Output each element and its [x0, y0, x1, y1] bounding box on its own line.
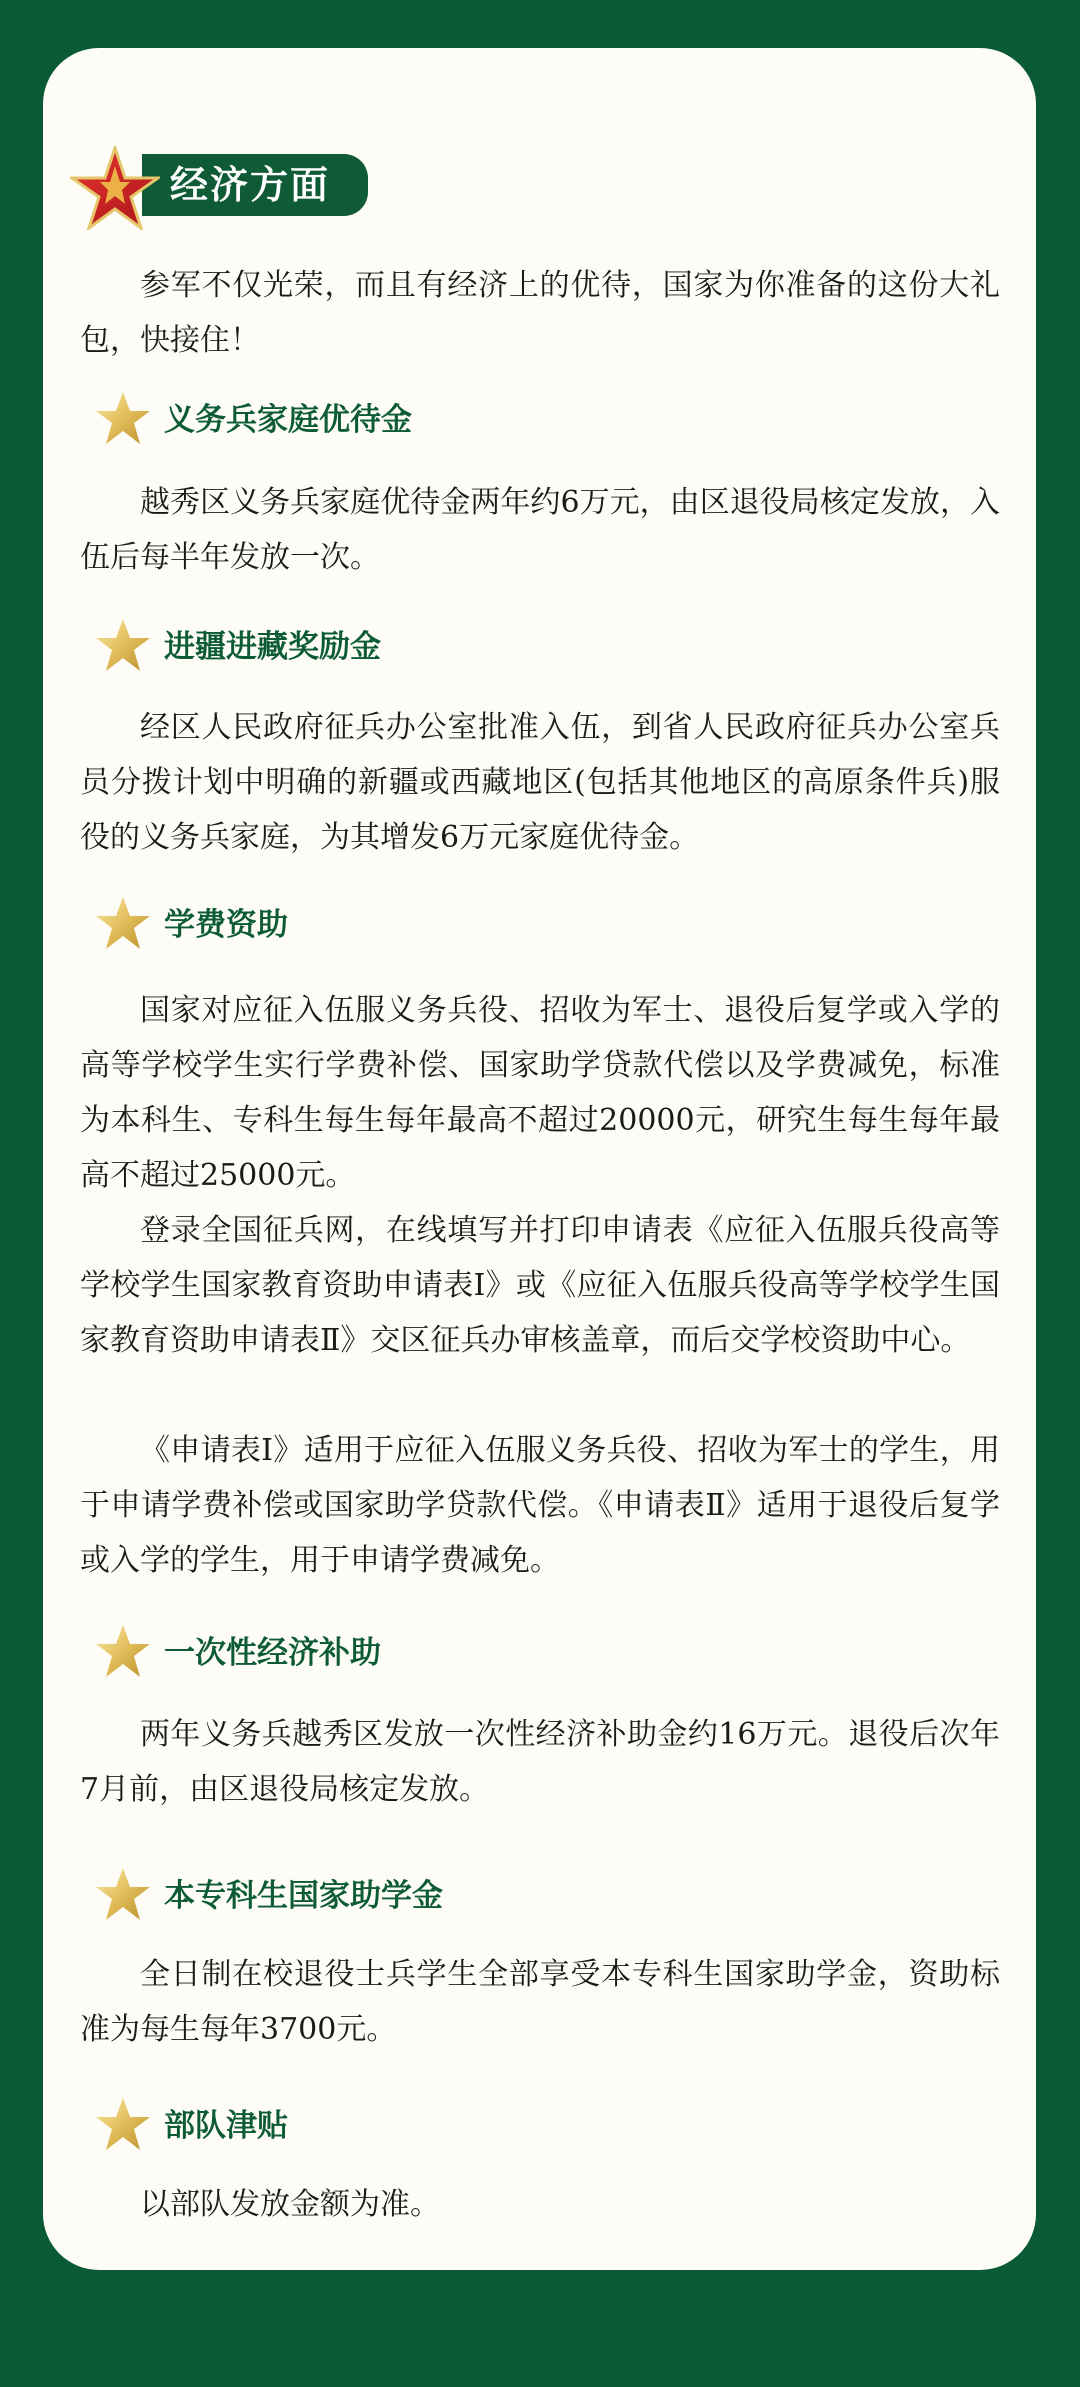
section-paragraph: 《申请表Ⅰ》适用于应征入伍服义务兵役、招收为军士的学生，用于申请学费补偿或国家助学贷款代偿。《申请表Ⅱ》适用于退役后复学或入学的学生，用于申请学费减免。	[80, 1433, 1000, 1578]
section-label: 一次性经济补助	[164, 1635, 381, 1671]
gold-star-icon	[94, 617, 152, 675]
gold-star-icon	[94, 1623, 152, 1681]
section-paragraph: 两年义务兵越秀区发放一次性经济补助金约16万元。退役后次年7月前，由区退役局核定发放。	[80, 1717, 1000, 1807]
section-label: 进疆进藏奖励金	[164, 629, 381, 665]
section-paragraph: 经区人民政府征兵办公室批准入伍，到省人民政府征兵办公室兵员分拨计划中明确的新疆或西藏地区(包括其他地区的高原条件兵)服役的义务兵家庭，为其增发6万元家庭优待金。	[80, 710, 1000, 855]
section-paragraph: 越秀区义务兵家庭优待金两年约6万元，由区退役局核定发放，入伍后每半年发放一次。	[80, 485, 1000, 575]
intro-paragraph: 参军不仅光荣，而且有经济上的优待，国家为你准备的这份大礼包，快接住！	[80, 268, 1000, 358]
section-label: 义务兵家庭优待金	[164, 402, 412, 438]
section-paragraph: 以部队发放金额为准。	[140, 2187, 440, 2222]
section-paragraph: 全日制在校退役士兵学生全部享受本专科生国家助学金，资助标准为每生每年3700元。	[80, 1957, 1000, 2047]
section-paragraph: 国家对应征入伍服义务兵役、招收为军士、退役后复学或入学的高等学校学生实行学费补偿、国家助学贷款代偿以及学费减免，标准为本科生、专科生每生每年最高不超过20000元，研究生每生每年最高不超过25000元。	[80, 993, 1000, 1193]
section-label: 学费资助	[164, 907, 288, 943]
gold-star-icon	[94, 390, 152, 448]
page-title: 经济方面	[170, 162, 331, 207]
section-label: 本专科生国家助学金	[164, 1878, 443, 1914]
gold-star-icon	[94, 1866, 152, 1924]
red-army-star-icon	[70, 146, 160, 230]
gold-star-icon	[94, 895, 152, 953]
gold-star-icon	[94, 2096, 152, 2154]
section-header	[70, 146, 370, 224]
section-paragraph: 登录全国征兵网，在线填写并打印申请表《应征入伍服兵役高等学校学生国家教育资助申请表Ⅰ》或《应征入伍服兵役高等学校学生国家教育资助申请表Ⅱ》交区征兵办审核盖章，而后交学校资助中心。	[80, 1213, 1000, 1358]
section-label: 部队津贴	[164, 2108, 288, 2144]
